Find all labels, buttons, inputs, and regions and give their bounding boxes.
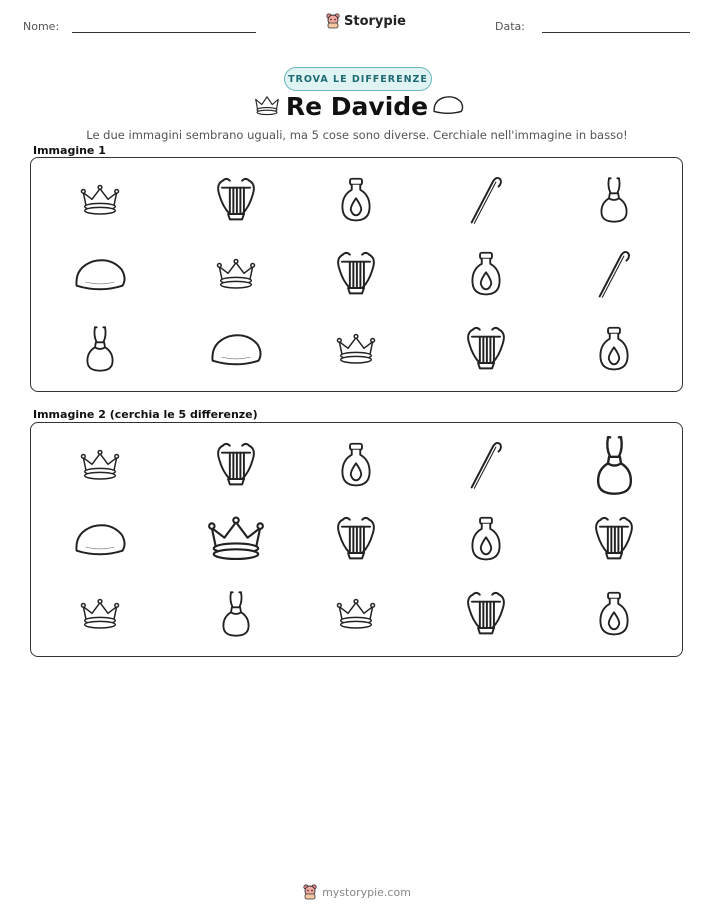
image2-lyre-icon[interactable] (196, 430, 276, 500)
image2-lyre-icon[interactable] (574, 504, 654, 574)
image1-label: Immagine 1 (33, 144, 106, 157)
image2-crown-icon[interactable] (316, 579, 396, 649)
instructions: Le due immagini sembrano uguali, ma 5 cose sono diverse. Cerchiale nell'immagine in basso! (86, 128, 628, 142)
image2-panel[interactable] (30, 422, 683, 657)
image2-bag-icon[interactable] (196, 579, 276, 649)
image2-staff-icon[interactable] (446, 430, 526, 500)
image1-lyre-icon (446, 314, 526, 384)
image1-staff-icon (446, 165, 526, 235)
image2-lyre-icon[interactable] (316, 504, 396, 574)
image2-bottle-icon[interactable] (574, 579, 654, 649)
image1-bottle-icon (316, 165, 396, 235)
image1-crown-icon (316, 314, 396, 384)
image2-crown-icon[interactable] (60, 579, 140, 649)
image2-stone-icon[interactable] (60, 504, 140, 574)
image2-crown-icon[interactable] (196, 504, 276, 574)
brand-name: Storypie (344, 13, 406, 29)
date-line[interactable] (542, 32, 690, 33)
footer (0, 884, 714, 900)
image2-bottle-icon[interactable] (316, 430, 396, 500)
title-stone-icon (432, 94, 464, 116)
image2-crown-icon[interactable] (60, 430, 140, 500)
image1-bottle-icon (574, 314, 654, 384)
image2-lyre-icon[interactable] (446, 579, 526, 649)
image1-bag-icon (574, 165, 654, 235)
name-label: Nome: (23, 20, 60, 33)
page-title: Re Davide (285, 92, 429, 121)
image1-stone-icon (60, 239, 140, 309)
activity-badge: TROVA LE DIFFERENZE (284, 67, 432, 91)
image1-panel (30, 157, 683, 392)
image1-bag-icon (60, 314, 140, 384)
image1-crown-icon (196, 239, 276, 309)
footer-url: mystorypie.com (322, 885, 411, 899)
image1-staff-icon (574, 239, 654, 309)
image1-stone-icon (196, 314, 276, 384)
image2-bottle-icon[interactable] (446, 504, 526, 574)
date-label: Data: (495, 20, 525, 33)
footer-bear-icon (303, 884, 317, 900)
image1-lyre-icon (196, 165, 276, 235)
bear-icon (326, 13, 340, 29)
image1-lyre-icon (316, 239, 396, 309)
name-line[interactable] (72, 32, 256, 33)
image1-crown-icon (60, 165, 140, 235)
image2-label: Immagine 2 (cerchia le 5 differenze) (33, 408, 258, 421)
image2-bag-icon[interactable] (574, 430, 654, 500)
brand-logo (326, 13, 406, 29)
image1-bottle-icon (446, 239, 526, 309)
